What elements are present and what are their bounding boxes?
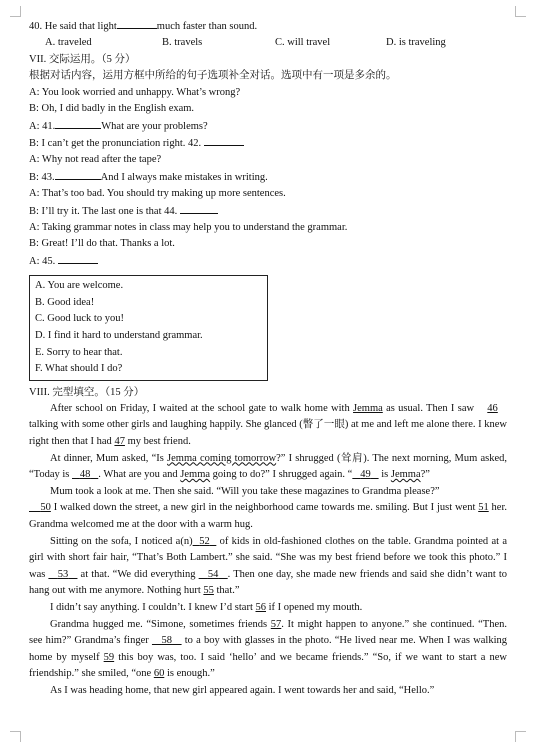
blank-59: 59 [103,651,115,663]
section-7-title: VII. 交际运用。（5 分） [29,54,136,66]
blank-51: 51 [478,502,489,514]
dialogue-line-41: A: 41. What are your problems? [29,118,507,135]
box-option-d: D. I find it hard to understand grammar. [35,330,203,342]
dialogue-line-43: B: 43. And I always make mistakes in writing. [29,169,507,186]
option-a: A. traveled [45,37,92,49]
section-7-instructions: 根据对话内容，运用方框中所给的句子选项补全对话。选项中有一项是多余的。 [29,70,397,82]
dialogue-line-42: B: I can’t get the pronunciation right. 42. [29,135,507,152]
box-option-b: B. Good idea! [35,296,95,308]
cloze-paragraph-5: Sitting on the sofa, I noticed a(n) 52 of kids in old-fashioned clothes on the table. Grandma pointed at a girl with short fair hair, “That’s Both Lambert.” she said. “She was my best friend before we took this photo.” I was 53 at that. “We did everything 54 . Then one day, she made new friends and said she didn’t want to hang out with me anymore. Nothing hurt 55 that.” [29,535,508,597]
blank-50: 50 [40,502,51,514]
cloze-paragraph-2: At dinner, Mum asked, “Is Jemma coming tomorrow?” I shrugged (耸肩). The next morning, Mum asked, “Today is 48 . What are you and Jemma going to do?” I shrugged again. “ 49 is Jemma?” [29,452,507,481]
box-option-e: E. Sorry to hear that. [35,346,123,358]
page-corner-mark [10,6,21,17]
cloze-paragraph-7: Grandma hugged me. “Simone, sometimes friends 57. It might happen to anyone.” she continued. “Then. see him?” Grandma’s finger 58 to a boy with glasses in the photo. “He lived near me. When I was walking home by myself 59 this boy was, too. I said ‘hello’ and we became friends.” “So, if we want to start a new friendship.” she smiled, “one 60 is enough.” [29,618,508,680]
answer-blank [204,135,244,146]
page-corner-mark [515,731,526,742]
answer-blank [55,118,101,129]
blank-57: 57 [270,618,282,630]
answer-blank [58,253,98,264]
cloze-paragraph-6: I didn’t say anything. I couldn’t. I knew I’d start 56 if I opened my mouth. [50,601,363,613]
blank-54: 54 [207,568,219,580]
option-d: D. is traveling [386,37,446,49]
page-corner-mark [515,6,526,17]
dialogue-line: A: Taking grammar notes in class may help you to understand the grammar. [29,222,348,234]
dialogue-line-45: A: 45. [29,253,507,270]
blank-48: 48 [79,469,91,481]
blank-55: 55 [203,585,214,597]
box-option-f: F. What should I do? [35,363,123,375]
box-option-c: C. Good luck to you! [35,313,124,325]
document-content [29,18,507,700]
blank-56: 56 [255,601,266,613]
blank-46: 46 [487,402,498,414]
dialogue-line: A: Why not read after the tape? [29,154,162,166]
blank-53: 53 [57,568,69,580]
dialogue-line: A: You look worried and unhappy. What’s wrong? [29,86,241,98]
box-option-a: A. You are welcome. [35,280,124,292]
answer-blank [180,203,218,214]
blank-49: 49 [360,469,371,481]
dialogue-line: B: Oh, I did badly in the English exam. [29,103,195,115]
page-corner-mark [10,731,21,742]
option-b: B. travels [162,37,203,49]
cloze-paragraph-1: After school on Friday, I waited at the school gate to walk home with Jemma as usual. Then I saw 46 talking with some other girls and laughing happily. She glanced (瞥了一眼) at me and left me alone there. I knew right then that I had 47 my best friend. [29,402,507,448]
question-40-stem: 40. He said that light much faster than sound. [29,18,507,35]
cloze-paragraph-8: As I was heading home, that new girl appeared again. I went towards her and said, “Hello.” [50,684,435,696]
option-c: C. will travel [275,37,331,49]
dialogue-line-44: B: I’ll try it. The last one is that 44. [29,203,507,220]
answer-blank [117,18,157,29]
blank-58: 58 [161,635,173,647]
question-40-options [29,35,507,51]
blank-47: 47 [114,436,125,448]
dialogue-line: A: That’s too bad. You should try making up more sentences. [29,188,286,200]
answer-blank [55,169,101,180]
dialogue-line: B: Great! I’ll do that. Thanks a lot. [29,238,175,250]
section-8-title: VIII. 完型填空。（15 分） [29,386,145,398]
blank-60: 60 [153,668,165,680]
cloze-paragraph-3: Mum took a look at me. Then she said. “Will you take these magazines to Grandma please?” [50,485,440,497]
options-box [29,275,268,381]
cloze-paragraph-4: 50 I walked down the street, a new girl in the neighborhood came towards me. smiling. But I just went 51 her. Grandma welcomed me at the door with a warm hug. [29,502,508,530]
blank-52: 52 [199,535,210,547]
